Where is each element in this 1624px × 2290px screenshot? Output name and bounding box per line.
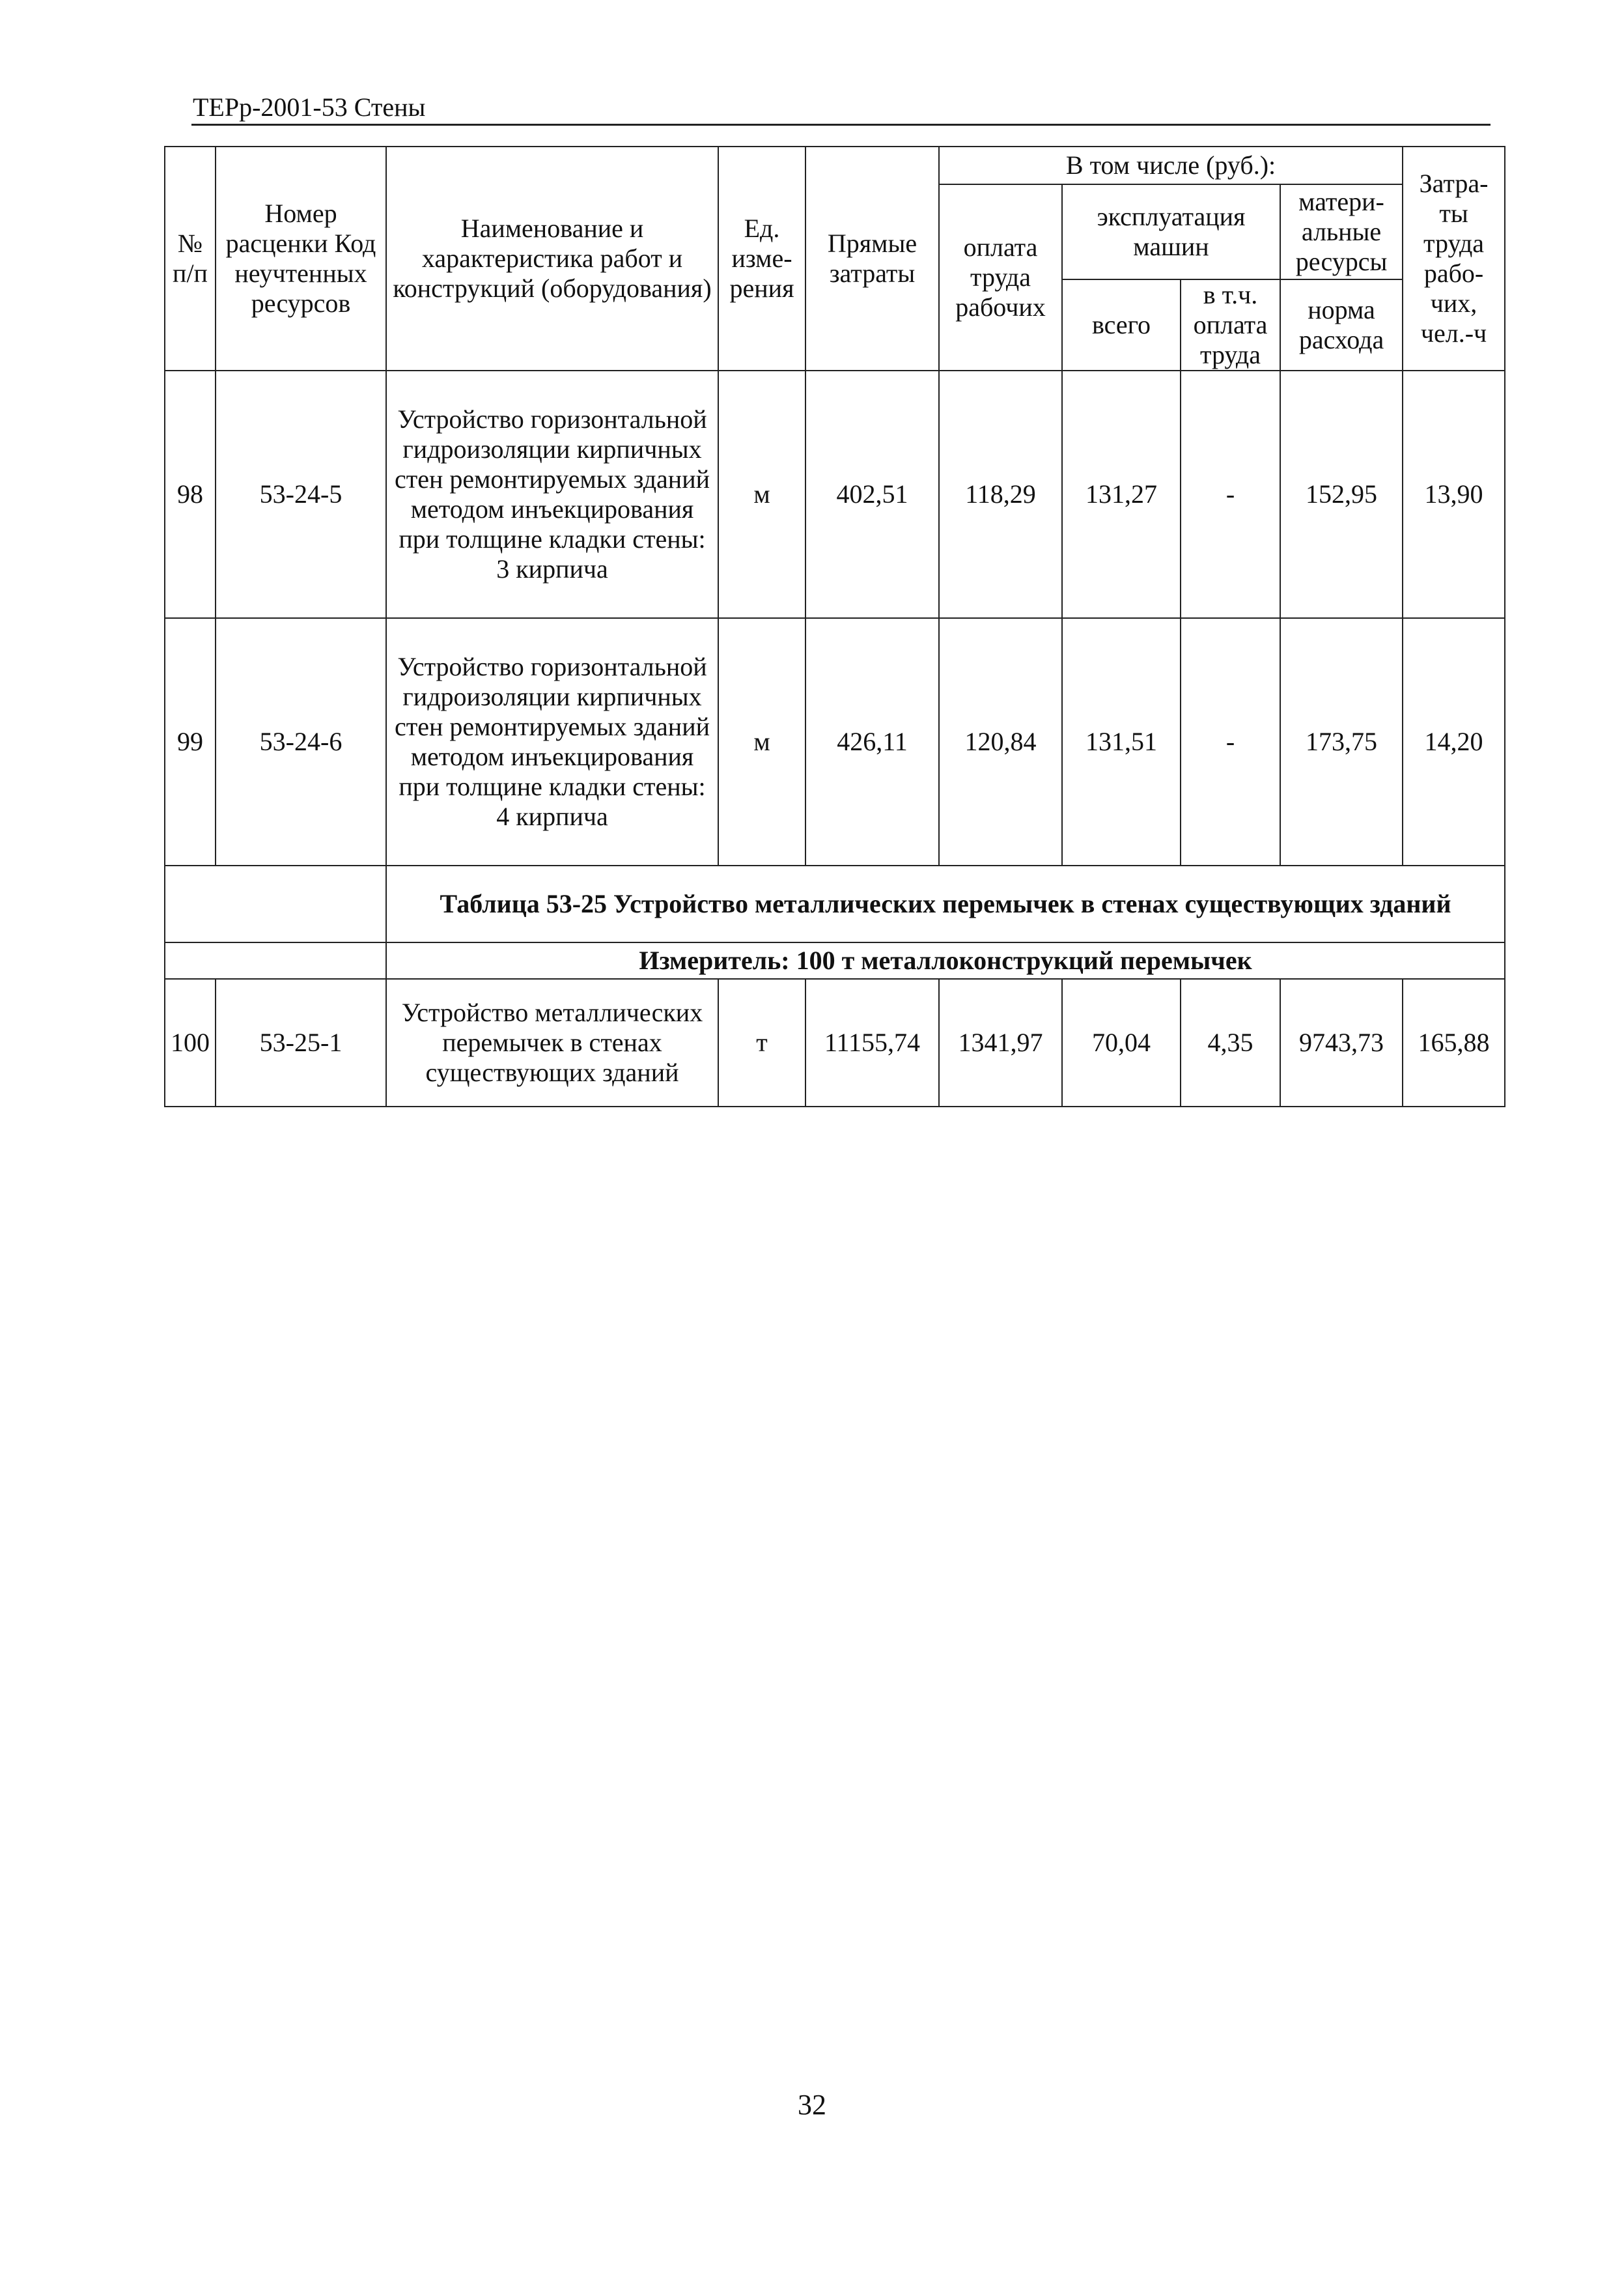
- col-header-unit: Ед. изме-рения: [718, 147, 805, 371]
- row-name: Устройство горизонтальной гидроизоляции кирпичных стен ремонтируемых зданий методом инъекцирования при толщине кладки стены: 4 кирпича: [386, 618, 718, 866]
- row-num: 100: [165, 979, 216, 1107]
- row-direct: 426,11: [805, 618, 939, 866]
- row-machines-labor: -: [1181, 618, 1280, 866]
- row-name: Устройство горизонтальной гидроизоляции кирпичных стен ремонтируемых зданий методом инъекцирования при толщине кладки стены: 3 кирпича: [386, 371, 718, 618]
- row-machines-labor: -: [1181, 371, 1280, 618]
- table-row: [165, 979, 1505, 1107]
- row-unit: м: [718, 371, 805, 618]
- row-name: Устройство металлических перемычек в стенах существующих зданий: [386, 979, 718, 1107]
- row-direct: 402,51: [805, 371, 939, 618]
- row-labor-pay: 118,29: [939, 371, 1062, 618]
- col-header-num: № п/п: [165, 147, 216, 371]
- row-materials: 173,75: [1280, 618, 1403, 866]
- section-title: Таблица 53-25 Устройство металлических перемычек в стенах существующих зданий: [386, 866, 1505, 942]
- row-labor-pay: 120,84: [939, 618, 1062, 866]
- rates-table: [164, 146, 1505, 1107]
- section-measure-spacer: [165, 942, 386, 979]
- row-labor-cost: 165,88: [1403, 979, 1505, 1107]
- col-header-norm: норма расхода: [1280, 279, 1403, 371]
- row-code: 53-25-1: [216, 979, 386, 1107]
- col-header-direct: Прямые затраты: [805, 147, 939, 371]
- row-code: 53-24-5: [216, 371, 386, 618]
- row-labor-cost: 13,90: [1403, 371, 1505, 618]
- row-code: 53-24-6: [216, 618, 386, 866]
- col-header-machines: эксплуатация машин: [1062, 184, 1280, 279]
- row-materials: 152,95: [1280, 371, 1403, 618]
- col-header-machines-labor: в т.ч. оплата труда: [1181, 279, 1280, 371]
- table-row: [165, 371, 1505, 618]
- col-header-labor-pay: оплата труда рабочих: [939, 184, 1062, 371]
- row-materials: 9743,73: [1280, 979, 1403, 1107]
- col-header-code: Номер расценки Код неучтенных ресурсов: [216, 147, 386, 371]
- table-row: [165, 618, 1505, 866]
- col-header-labor-cost: Затра-ты труда рабо-чих, чел.-ч: [1403, 147, 1505, 371]
- col-header-machines-total: всего: [1062, 279, 1181, 371]
- row-labor-pay: 1341,97: [939, 979, 1062, 1107]
- document-header-title: ТЕРр-2001-53 Стены: [193, 92, 426, 122]
- row-unit: т: [718, 979, 805, 1107]
- row-direct: 11155,74: [805, 979, 939, 1107]
- header-rule: [191, 124, 1491, 126]
- section-title-spacer: [165, 866, 386, 942]
- row-machines-total: 70,04: [1062, 979, 1181, 1107]
- row-machines-total: 131,51: [1062, 618, 1181, 866]
- col-header-name: Наименование и характеристика работ и конструкций (оборудования): [386, 147, 718, 371]
- row-unit: м: [718, 618, 805, 866]
- page-number: 32: [798, 2089, 826, 2121]
- col-header-materials: матери-альные ресурсы: [1280, 184, 1403, 279]
- row-labor-cost: 14,20: [1403, 618, 1505, 866]
- section-title-row: [165, 866, 1505, 942]
- row-machines-labor: 4,35: [1181, 979, 1280, 1107]
- row-num: 99: [165, 618, 216, 866]
- section-measure-row: [165, 942, 1505, 979]
- section-measure: Измеритель: 100 т металлоконструкций перемычек: [386, 942, 1505, 979]
- row-num: 98: [165, 371, 216, 618]
- col-header-including: В том числе (руб.):: [939, 147, 1403, 184]
- row-machines-total: 131,27: [1062, 371, 1181, 618]
